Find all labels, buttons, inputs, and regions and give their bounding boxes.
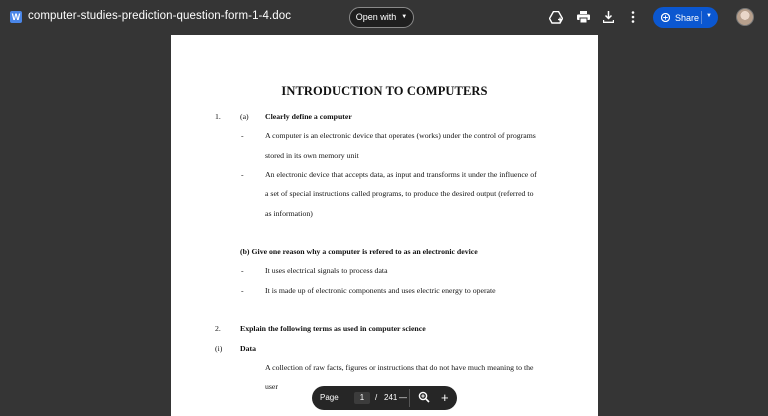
question-2i-text: Data [240, 344, 257, 353]
bullet: - [241, 286, 244, 295]
question-2-number: 2. [215, 324, 221, 333]
reason-2: It is made up of electronic components and uses electric energy to operate [265, 286, 496, 295]
share-divider [701, 11, 702, 24]
download-icon[interactable] [600, 9, 616, 25]
definition-1-line-1: A computer is an electronic device that operates (works) under the control of programs [265, 131, 536, 140]
definition-2-line-1: An electronic device that accepts data, as input and transforms it under the influence of [265, 170, 537, 179]
reason-1: It uses electrical signals to process data [265, 266, 388, 275]
bullet: - [241, 170, 244, 179]
question-2-text: Explain the following terms as used in computer science [240, 324, 426, 333]
definition-2-line-3: as information) [265, 209, 313, 218]
question-2i-label: (i) [215, 344, 223, 353]
page-label: Page [320, 393, 339, 402]
zoom-icon[interactable] [418, 391, 430, 405]
total-pages: 241 [384, 393, 398, 402]
zoom-in-button[interactable]: + [441, 390, 449, 405]
question-1a-label: (a) [240, 112, 249, 121]
document-page [171, 35, 598, 416]
word-doc-icon: W [11, 12, 21, 22]
data-definition-line-2: user [265, 382, 278, 391]
avatar[interactable] [736, 8, 754, 26]
lock-share-icon [661, 13, 670, 22]
print-icon[interactable] [575, 9, 591, 25]
open-with-button[interactable] [349, 7, 414, 28]
page-navigator [312, 386, 457, 410]
bullet: - [241, 131, 244, 140]
open-with-label: Open with [355, 12, 397, 22]
top-bar [0, 0, 768, 35]
definition-1-line-2: stored in its own memory unit [265, 151, 359, 160]
caret-down-icon: ▼ [401, 14, 408, 20]
question-1a-text: Clearly define a computer [265, 112, 352, 121]
pager-divider [409, 389, 410, 407]
add-to-drive-icon[interactable] [548, 9, 564, 25]
document-heading: INTRODUCTION TO COMPUTERS [281, 84, 488, 98]
page-number-input[interactable]: 1 [354, 392, 370, 404]
data-definition-line-1: A collection of raw facts, figures or instructions that do not have much meaning to the [265, 363, 534, 372]
question-1b-text: (b) Give one reason why a computer is refered to as an electronic device [240, 247, 478, 256]
zoom-out-button[interactable]: — [399, 393, 407, 402]
share-label: Share [675, 12, 700, 23]
document-title: computer-studies-prediction-question-form-1-4.doc [28, 10, 292, 22]
more-vert-icon[interactable] [625, 9, 641, 25]
share-button[interactable] [653, 7, 718, 28]
definition-2-line-2: a set of special instructions called programs, to produce the desired output (referred to [265, 189, 534, 198]
share-caret-icon[interactable]: ▼ [706, 13, 712, 19]
question-1-number: 1. [215, 112, 221, 121]
page-separator: / [375, 393, 378, 402]
bullet: - [241, 266, 244, 275]
